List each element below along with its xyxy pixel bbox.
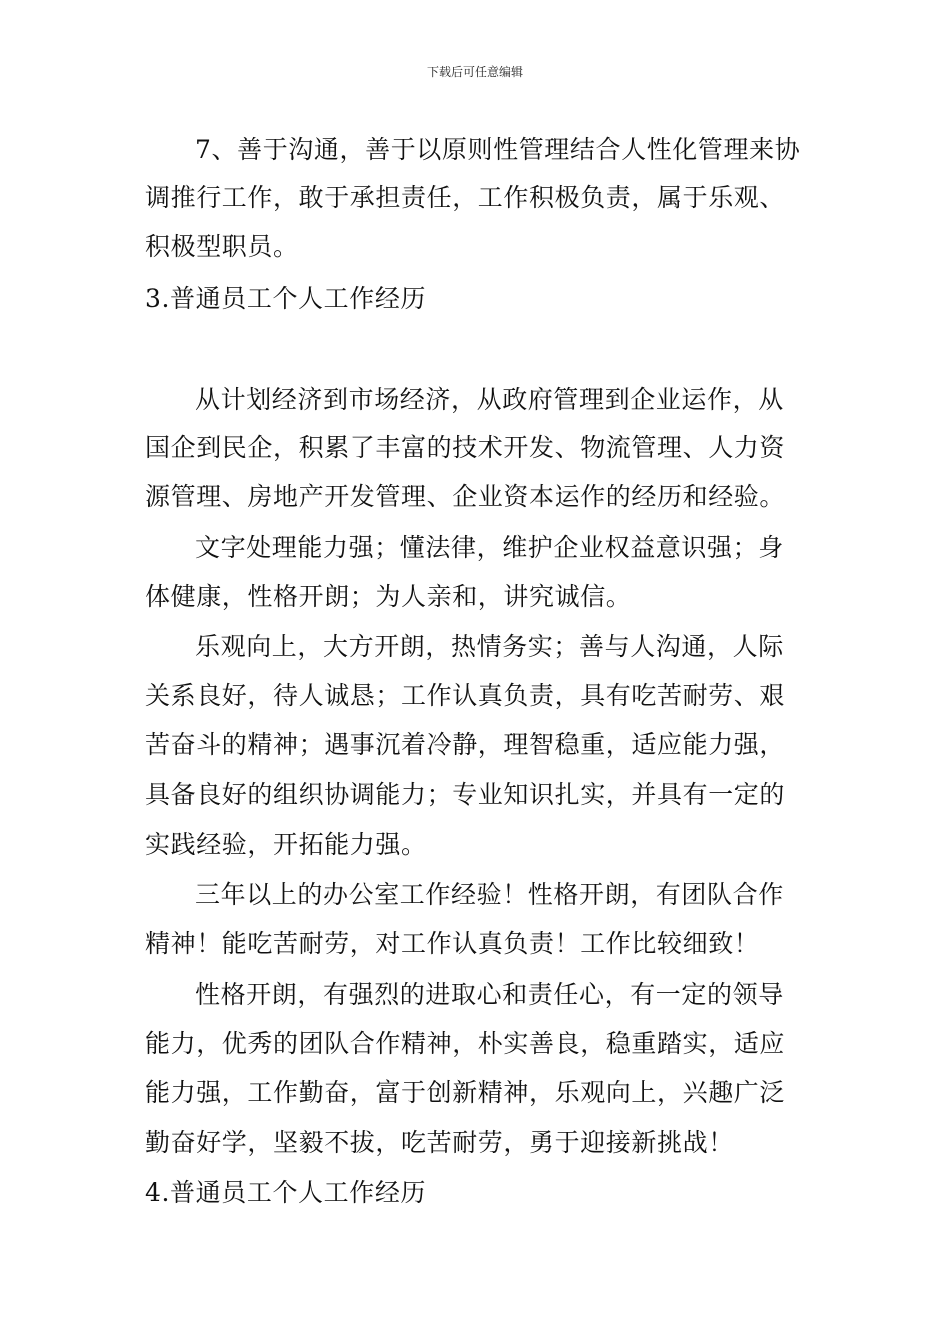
paragraph-line: 勤奋好学，坚毅不拔，吃苦耐劳，勇于迎接新挑战！	[145, 1128, 734, 1157]
paragraph-line: 调推行工作，敢于承担责任，工作积极负责，属于乐观、	[145, 183, 786, 212]
paragraph-line: 乐观向上，大方开朗，热情务实；善与人沟通，人际	[195, 632, 784, 661]
paragraph-line: 能力强，工作勤奋，富于创新精神，乐观向上，兴趣广泛	[145, 1078, 786, 1107]
paragraph-line: 性格开朗，有强烈的进取心和责任心，有一定的领导	[195, 980, 784, 1009]
page-header: 下载后可任意编辑	[426, 65, 523, 79]
paragraph-line: 关系良好，待人诚恳；工作认真负责，具有吃苦耐劳、艰	[145, 681, 786, 710]
paragraph-line: 精神！能吃苦耐劳，对工作认真负责！工作比较细致！	[145, 929, 760, 958]
section-heading: 3.普通员工个人工作经历	[145, 284, 427, 313]
paragraph-line: 从计划经济到市场经济，从政府管理到企业运作，从	[195, 385, 784, 414]
paragraph-line: 能力，优秀的团队合作精神，朴实善良，稳重踏实，适应	[145, 1029, 786, 1058]
paragraph-line: 国企到民企，积累了丰富的技术开发、物流管理、人力资	[145, 433, 786, 462]
paragraph-line: 积极型职员。	[145, 232, 299, 261]
paragraph-line: 体健康，性格开朗；为人亲和，讲究诚信。	[145, 582, 632, 611]
paragraph-line: 文字处理能力强；懂法律，维护企业权益意识强；身	[195, 533, 784, 562]
paragraph-line: 具备良好的组织协调能力；专业知识扎实，并具有一定的	[145, 780, 786, 809]
paragraph-line: 三年以上的办公室工作经验！性格开朗，有团队合作	[195, 880, 784, 909]
section-heading: 4.普通员工个人工作经历	[145, 1178, 427, 1207]
paragraph-line: 7、善于沟通，善于以原则性管理结合人性化管理来协	[195, 135, 801, 164]
paragraph-line: 实践经验，开拓能力强。	[145, 830, 427, 859]
paragraph-line: 苦奋斗的精神；遇事沉着冷静，理智稳重，适应能力强，	[145, 730, 786, 759]
paragraph-line: 源管理、房地产开发管理、企业资本运作的经历和经验。	[145, 482, 786, 511]
